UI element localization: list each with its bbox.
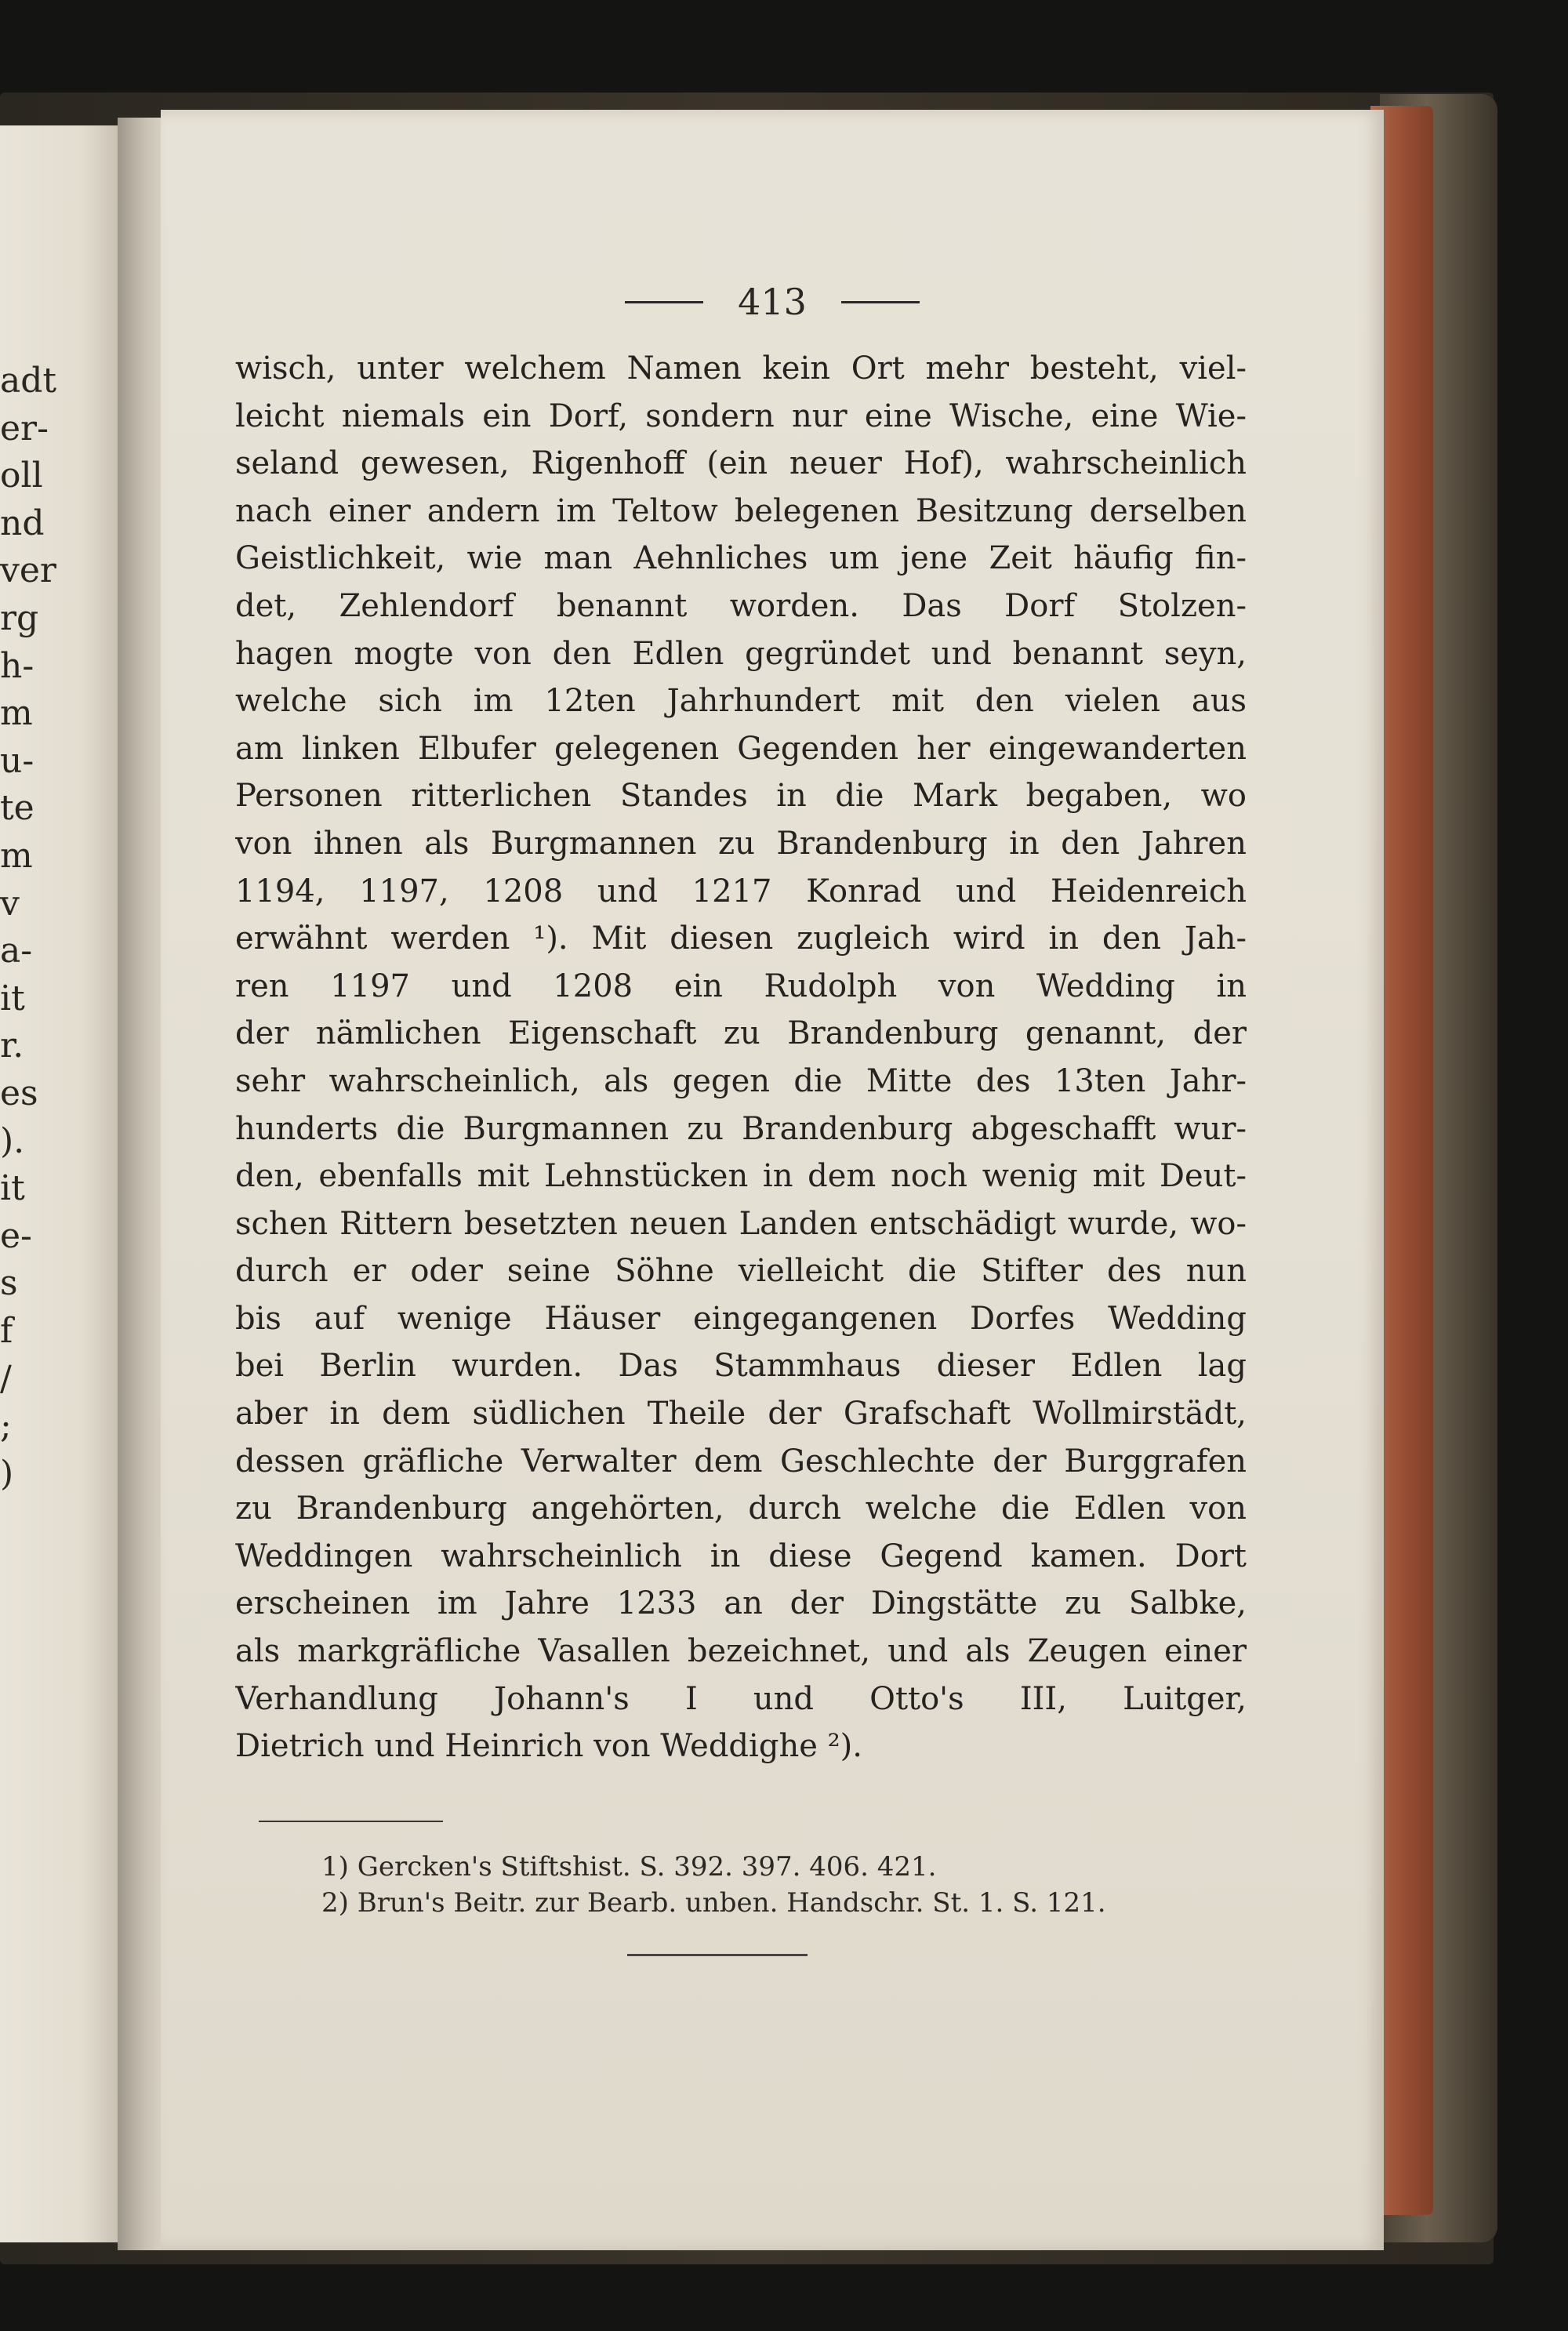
text-line: der nämlichen Eigenschaft zu Brandenburg genannt, der [235, 1015, 1247, 1052]
previous-page-fragment: oll [0, 456, 43, 496]
text-line: aber in dem südlichen Theile der Grafschaft Wollmirstädt, [235, 1396, 1247, 1432]
text-line: von ihnen als Burgmannen zu Brandenburg in den Jahren [235, 825, 1247, 862]
previous-page-fragment: it [0, 1168, 25, 1209]
previous-page-fragment: u- [0, 740, 34, 781]
text-line: zu Brandenburg angehörten, durch welche die Edlen von [235, 1490, 1247, 1527]
text-line: erwähnt werden ¹). Mit diesen zugleich wird in den Jah- [235, 920, 1247, 957]
text-line: Weddingen wahrscheinlich in diese Gegend kamen. Dort [235, 1538, 1247, 1574]
text-line: hunderts die Burgmannen zu Brandenburg abgeschafft wur- [235, 1110, 1247, 1147]
previous-page-fragment: nd [0, 503, 45, 543]
previous-page-fragment: e- [0, 1215, 32, 1256]
previous-page-fragment: adt [0, 361, 57, 401]
text-line: det, Zehlendorf benannt worden. Das Dorf Stolzen- [235, 587, 1247, 624]
previous-page [0, 125, 118, 2242]
text-line: wisch, unter welchem Namen kein Ort mehr besteht, viel- [235, 350, 1247, 387]
footnote-divider [259, 1821, 443, 1822]
previous-page-fragment: it [0, 978, 25, 1018]
bottom-ornament [627, 1954, 808, 1956]
previous-page-fragment: a- [0, 931, 33, 971]
previous-page-fragment: ). [0, 1120, 25, 1161]
previous-page-fragment: f [0, 1311, 13, 1351]
previous-page-fragment: m [0, 836, 33, 876]
text-line: den, ebenfalls mit Lehnstücken in dem noch wenig mit Deut- [235, 1158, 1247, 1195]
header-rule-left [625, 301, 703, 303]
text-line: dessen gräfliche Verwalter dem Geschlechte der Burggrafen [235, 1443, 1247, 1480]
previous-page-fragment: rg [0, 598, 39, 638]
previous-page-fragment: ; [0, 1406, 12, 1447]
text-line: Geistlichkeit, wie man Aehnliches um jene Zeit häufig fin- [235, 540, 1247, 577]
text-line: durch er oder seine Söhne vielleicht die Stifter des nun [235, 1253, 1247, 1290]
footnotes [321, 1849, 1262, 1921]
previous-page-fragment: v [0, 883, 20, 924]
text-line: hagen mogte von den Edlen gegründet und benannt seyn, [235, 635, 1247, 672]
book-page [161, 110, 1384, 2250]
text-line: bei Berlin wurden. Das Stammhaus dieser Edlen lag [235, 1348, 1247, 1385]
text-line: Personen ritterlichen Standes in die Mark begaben, wo [235, 778, 1247, 815]
previous-page-fragment: er- [0, 408, 49, 448]
previous-page-fragment: es [0, 1073, 38, 1113]
text-line: schen Rittern besetzten neuen Landen entschädigt wurde, wo- [235, 1205, 1247, 1242]
text-line: Dietrich und Heinrich von Weddighe ²). [235, 1728, 862, 1765]
previous-page-fragment: s [0, 1263, 18, 1304]
text-line: ren 1197 und 1208 ein Rudolph von Wedding in [235, 968, 1247, 1004]
header-rule-right [841, 301, 920, 303]
previous-page-fragment: h- [0, 645, 34, 686]
text-line: welche sich im 12ten Jahrhundert mit den vielen aus [235, 683, 1247, 720]
previous-page-fragment: ver [0, 550, 56, 591]
text-line: 1194, 1197, 1208 und 1217 Konrad und Heidenreich [235, 873, 1247, 910]
text-line: am linken Elbufer gelegenen Gegenden her eingewanderten [235, 730, 1247, 767]
page-header [537, 274, 1007, 329]
page-number: 413 [738, 281, 807, 323]
previous-page-fragment: ) [0, 1453, 14, 1494]
previous-page-fragment: te [0, 788, 34, 829]
previous-page-fragment: m [0, 693, 33, 734]
previous-page-fragment: r. [0, 1026, 24, 1066]
text-line: seland gewesen, Rigenhoff (ein neuer Hof), wahrscheinlich [235, 445, 1247, 482]
footnote: 1) Gercken's Stiftshist. S. 392. 397. 406. 421. [321, 1851, 937, 1883]
book-gutter [118, 118, 165, 2250]
text-line: nach einer andern im Teltow belegenen Besitzung derselben [235, 492, 1247, 529]
text-line: leicht niemals ein Dorf, sondern nur eine Wische, eine Wie- [235, 398, 1247, 434]
previous-page-fragment: / [0, 1358, 12, 1399]
body-text [235, 345, 1247, 1770]
text-line: als markgräfliche Vasallen bezeichnet, und als Zeugen einer [235, 1633, 1247, 1670]
text-line: erscheinen im Jahre 1233 an der Dingstätte zu Salbke, [235, 1585, 1247, 1622]
text-line: bis auf wenige Häuser eingegangenen Dorfes Wedding [235, 1300, 1247, 1337]
footnote: 2) Brun's Beitr. zur Bearb. unben. Handschr. St. 1. S. 121. [321, 1887, 1106, 1919]
text-line: sehr wahrscheinlich, als gegen die Mitte des 13ten Jahr- [235, 1062, 1247, 1099]
text-line: Verhandlung Johann's I und Otto's III, Luitger, [235, 1680, 1247, 1717]
